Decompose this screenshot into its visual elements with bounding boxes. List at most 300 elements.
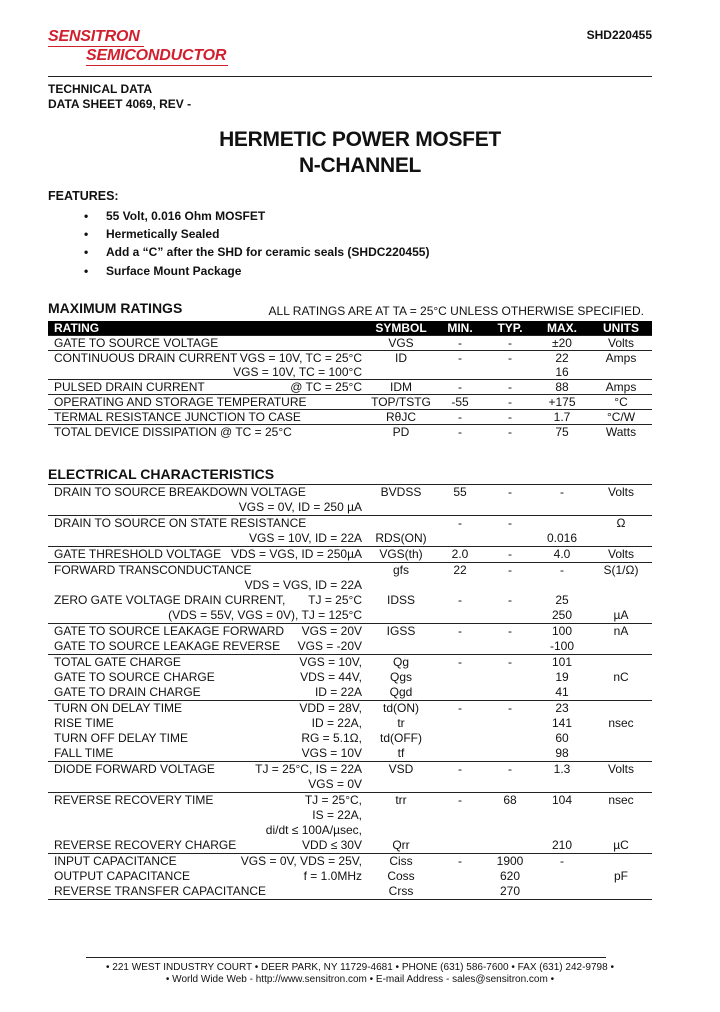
test-condition: VGS = 0V, VDS = 25V,: [240, 854, 362, 868]
cell-typ: -: [486, 563, 534, 579]
parameter-cell: [48, 854, 368, 870]
table-row: [48, 685, 652, 701]
cell-units: [590, 884, 652, 900]
parameter-cell: [48, 670, 368, 685]
cell-symbol: IGSS: [368, 624, 434, 640]
cell-max: 1.7: [534, 410, 590, 425]
table-row: [48, 380, 652, 395]
parameter-label: REVERSE RECOVERY CHARGE: [54, 838, 237, 852]
cell-units: µC: [613, 838, 629, 852]
cell-units: Amps: [590, 380, 652, 395]
cell-max: 1.3: [534, 762, 590, 778]
cell-units: Volts: [590, 762, 652, 778]
table-row: [48, 823, 652, 838]
cell-units: [590, 685, 652, 701]
electrical-body: [48, 485, 652, 900]
cell-max: -100: [549, 639, 575, 653]
cell-min: -: [458, 593, 462, 607]
cell-symbol: IDSS: [386, 593, 415, 607]
cell-units: °C: [590, 395, 652, 410]
cell-units: [590, 777, 652, 793]
cell-typ: [486, 838, 534, 854]
table-row: [48, 485, 652, 501]
cell-symbol: td(OFF): [380, 731, 422, 745]
cell-typ: [486, 808, 534, 823]
cell-max: 141: [551, 716, 573, 730]
cell-max: [534, 808, 590, 823]
test-condition: di/dt ≤ 100A/µsec,: [265, 823, 362, 837]
rating-cell: [48, 336, 368, 351]
cell-min: [434, 670, 486, 685]
cell-units: Volts: [590, 485, 652, 501]
rating-label: TERMAL RESISTANCE JUNCTION TO CASE: [54, 410, 301, 424]
cell-max: -: [534, 485, 590, 501]
table-row: [48, 746, 652, 762]
cell-typ: -: [486, 701, 534, 717]
parameter-cell: [48, 762, 368, 778]
test-condition: TJ = 25°C, IS = 22A: [255, 762, 362, 776]
parameter-cell: [48, 516, 368, 532]
parameter-label: GATE THRESHOLD VOLTAGE: [54, 547, 222, 561]
parameter-cell: [48, 808, 368, 823]
cell-min: [434, 639, 486, 655]
cell-max: 41: [555, 685, 569, 699]
table-row: [48, 336, 652, 351]
parameter-cell: [48, 655, 368, 671]
cell-symbol: TOP/TSTG: [368, 395, 434, 410]
cell-units: [590, 578, 652, 593]
table-row: [48, 762, 652, 778]
parameter-label: DIODE FORWARD VOLTAGE: [54, 762, 215, 776]
cell-max: [534, 516, 590, 532]
cell-symbol: ID: [368, 351, 434, 366]
footer: [0, 962, 720, 986]
cell-symbol: Coss: [387, 869, 415, 883]
cell-symbol: [368, 608, 434, 624]
rating-cell: [48, 380, 368, 395]
cell-typ: [486, 365, 534, 380]
cell-min: [434, 746, 486, 762]
cell-symbol: Crss: [368, 884, 434, 900]
cell-symbol: Qgs: [389, 670, 412, 684]
table-row: [48, 608, 652, 624]
cell-symbol: [368, 578, 434, 593]
max-ratings-note: ALL RATINGS ARE AT TA = 25°C UNLESS OTHERWISE SPECIFIED.: [268, 304, 644, 318]
cell-units: [590, 655, 652, 671]
feature-item: • 55 Volt, 0.016 Ohm MOSFET: [84, 207, 429, 225]
cell-min: [434, 716, 486, 731]
cell-max: 100: [534, 624, 590, 640]
max-ratings-body: [48, 336, 652, 440]
cell-min: 22: [434, 563, 486, 579]
test-condition: f = 1.0MHz: [303, 869, 362, 883]
cell-min: -: [434, 655, 486, 671]
cell-min: -: [434, 762, 486, 778]
table-row: [48, 547, 652, 563]
cell-units: [590, 639, 652, 655]
cell-symbol: td(ON): [368, 701, 434, 717]
cell-max: [534, 578, 590, 593]
cell-symbol: [368, 823, 434, 838]
parameter-label: GATE TO SOURCE CHARGE: [54, 670, 215, 684]
parameter-label: REVERSE RECOVERY TIME: [54, 793, 214, 807]
cell-max: 101: [534, 655, 590, 671]
table-row: [48, 425, 652, 440]
features-heading: FEATURES:: [48, 189, 119, 203]
cell-typ: [486, 777, 534, 793]
col-typ: TYP.: [486, 321, 534, 336]
cell-typ: -: [486, 380, 534, 395]
cell-min: -: [434, 854, 486, 870]
feature-item: • Hermetically Sealed: [84, 225, 429, 243]
parameter-label: RISE TIME: [54, 716, 114, 730]
cell-max: 4.0: [534, 547, 590, 563]
cell-symbol: [368, 777, 434, 793]
cell-units: µA: [613, 608, 629, 622]
cell-min: -: [434, 793, 486, 809]
cell-min: [434, 777, 486, 793]
parameter-label: TURN ON DELAY TIME: [54, 701, 183, 715]
cell-symbol: Qrr: [392, 838, 410, 852]
rating-cell: [48, 410, 368, 425]
rating-label: OPERATING AND STORAGE TEMPERATURE: [54, 395, 307, 409]
cell-min: -: [434, 624, 486, 640]
rating-cell: [48, 395, 368, 410]
cell-typ: [486, 608, 534, 624]
cell-units: Volts: [590, 547, 652, 563]
cell-min: -: [434, 516, 486, 532]
test-condition: VGS = 0V: [308, 777, 362, 791]
table-row: [48, 410, 652, 425]
parameter-cell: [48, 639, 368, 655]
test-condition: IS = 22A,: [312, 808, 362, 822]
test-condition: TJ = 25°C,: [304, 793, 362, 807]
cell-max: [534, 823, 590, 838]
cell-typ: [486, 823, 534, 838]
test-condition: TJ = 25°C: [308, 593, 362, 607]
cell-max: 23: [534, 701, 590, 717]
title-line1: HERMETIC POWER MOSFET: [219, 128, 501, 151]
cell-symbol: [368, 516, 434, 532]
parameter-label: GATE TO SOURCE LEAKAGE FORWARD: [54, 624, 285, 638]
table-row: [48, 624, 652, 640]
title-line2: N-CHANNEL: [298, 154, 422, 177]
table-row: [48, 516, 652, 532]
cell-typ: [486, 531, 534, 547]
parameter-label: TOTAL GATE CHARGE: [54, 655, 181, 669]
cell-units: Amps: [590, 351, 652, 366]
parameter-cell: [48, 593, 368, 608]
footer-web: • World Wide Web - http://www.sensitron.com • E-mail Address - sales@sensitron.com •: [165, 974, 555, 985]
cell-max: [534, 869, 590, 884]
parameter-cell: [48, 563, 368, 579]
cell-units: [590, 365, 652, 380]
cell-typ: 620: [499, 869, 521, 883]
cell-units: [590, 808, 652, 823]
max-ratings-table: [48, 321, 652, 439]
test-condition: VGS = 10V,: [299, 655, 362, 669]
page-title: [0, 127, 720, 179]
cell-typ: -: [486, 762, 534, 778]
cell-max: 19: [555, 670, 569, 684]
table-row: [48, 701, 652, 717]
cell-min: [434, 608, 486, 624]
cell-min: -: [434, 410, 486, 425]
cell-symbol: VSD: [368, 762, 434, 778]
parameter-cell: [48, 608, 368, 624]
parameter-label: FORWARD TRANSCONDUCTANCE: [54, 563, 252, 577]
cell-typ: [486, 746, 534, 762]
cell-min: -: [434, 701, 486, 717]
cell-min: [434, 823, 486, 838]
parameter-cell: [48, 793, 368, 809]
cell-typ: -: [486, 395, 534, 410]
test-condition: VDD = 28V,: [299, 701, 362, 715]
cell-typ: -: [486, 336, 534, 351]
logo-line1: SENSITRON: [48, 28, 144, 47]
table-row: [48, 777, 652, 793]
parameter-label: GATE TO DRAIN CHARGE: [54, 685, 201, 699]
parameter-cell: [48, 777, 368, 793]
cell-min: 55: [434, 485, 486, 501]
test-condition: RG = 5.1Ω,: [301, 731, 362, 745]
cell-units: [590, 746, 652, 762]
cell-units: nA: [590, 624, 652, 640]
parameter-cell: [48, 578, 368, 593]
cell-typ: -: [486, 485, 534, 501]
rating-label: CONTINUOUS DRAIN CURRENT: [54, 351, 238, 365]
cell-max: 75: [534, 425, 590, 440]
cell-min: [434, 869, 486, 884]
cell-min: -: [434, 351, 486, 366]
table-row: [48, 808, 652, 823]
table-row: [48, 731, 652, 746]
rating-condition: @ TC = 25°C: [290, 380, 362, 394]
cell-symbol: [368, 639, 434, 655]
test-condition: ID = 22A,: [311, 716, 362, 730]
cell-symbol: [368, 500, 434, 516]
cell-units: Volts: [590, 336, 652, 351]
parameter-cell: [48, 531, 368, 547]
cell-min: [434, 578, 486, 593]
technical-data-block: [48, 82, 191, 112]
cell-max: +175: [534, 395, 590, 410]
table-row: [48, 655, 652, 671]
cell-typ: -: [486, 624, 534, 640]
electrical-heading: ELECTRICAL CHARACTERISTICS: [48, 466, 275, 482]
parameter-cell: [48, 823, 368, 838]
cell-min: [434, 365, 486, 380]
cell-min: [434, 808, 486, 823]
test-condition: VGS = 20V: [301, 624, 362, 638]
test-condition: ID = 22A: [314, 685, 362, 699]
cell-units: [590, 500, 652, 516]
cell-min: -55: [434, 395, 486, 410]
cell-symbol: IDM: [368, 380, 434, 395]
cell-units: pF: [613, 869, 628, 883]
cell-symbol: VGS(th): [368, 547, 434, 563]
test-condition: VGS = -20V: [297, 639, 362, 653]
cell-units: [590, 701, 652, 717]
rating-label: GATE TO SOURCE VOLTAGE: [54, 336, 219, 350]
cell-max: 98: [555, 746, 569, 760]
cell-units: [590, 823, 652, 838]
test-condition: (VDS = 55V, VGS = 0V), TJ = 125°C: [168, 608, 362, 622]
parameter-cell: [48, 624, 368, 640]
rating-condition: VGS = 10V, TC = 25°C: [239, 351, 362, 365]
logo-line2: SEMICONDUCTOR: [86, 47, 227, 64]
cell-symbol: Qg: [368, 655, 434, 671]
parameter-label: GATE TO SOURCE LEAKAGE REVERSE: [54, 639, 281, 653]
cell-typ: [486, 639, 534, 655]
parameter-label: FALL TIME: [54, 746, 114, 760]
cell-max: 22: [534, 351, 590, 366]
col-symbol: SYMBOL: [368, 321, 434, 336]
parameter-cell: [48, 869, 368, 884]
parameter-label: DRAIN TO SOURCE BREAKDOWN VOLTAGE: [54, 485, 306, 499]
cell-typ: -: [486, 425, 534, 440]
table-row: [48, 670, 652, 685]
cell-min: [434, 884, 486, 900]
cell-min: [434, 731, 486, 746]
feature-item: • Surface Mount Package: [84, 262, 429, 280]
cell-symbol: PD: [368, 425, 434, 440]
table-row: [48, 593, 652, 608]
parameter-cell: [48, 685, 368, 701]
cell-max: 16: [555, 365, 569, 379]
cell-max: -: [534, 563, 590, 579]
test-condition: VGS = 10V: [301, 746, 362, 760]
cell-units: nsec: [608, 716, 634, 730]
table-row: [48, 563, 652, 579]
parameter-cell: [48, 701, 368, 717]
cell-units: [590, 531, 652, 547]
cell-min: -: [434, 380, 486, 395]
electrical-table: [48, 484, 652, 900]
cell-min: [434, 838, 486, 854]
cell-units: nC: [613, 670, 629, 684]
test-condition: VGS = 0V, ID = 250 µA: [238, 500, 362, 514]
table-row: [48, 884, 652, 900]
rating-label: PULSED DRAIN CURRENT: [54, 380, 205, 394]
cell-typ: -: [486, 655, 534, 671]
table-row: [48, 716, 652, 731]
table-row: [48, 365, 652, 380]
cell-symbol: Qgd: [389, 685, 413, 699]
cell-symbol: Ciss: [368, 854, 434, 870]
cell-units: [590, 593, 652, 608]
cell-max: 60: [555, 731, 569, 745]
test-condition: VGS = 10V, ID = 22A: [249, 531, 362, 545]
header-divider: [48, 76, 652, 77]
test-condition: VDD ≤ 30V: [302, 838, 362, 852]
table-row: [48, 793, 652, 809]
table-row: [48, 838, 652, 854]
feature-item: • Add a “C” after the SHD for ceramic seals (SHDC220455): [84, 243, 429, 261]
cell-typ: -: [486, 547, 534, 563]
cell-symbol: [368, 365, 434, 380]
cell-typ: [486, 500, 534, 516]
company-logo: [48, 28, 228, 66]
max-ratings-header-row: [48, 321, 652, 336]
parameter-cell: [48, 500, 368, 516]
parameter-label: REVERSE TRANSFER CAPACITANCE: [54, 884, 267, 898]
cell-units: Watts: [590, 425, 652, 440]
cell-typ: [486, 716, 534, 731]
cell-min: 2.0: [434, 547, 486, 563]
parameter-cell: [48, 731, 368, 746]
part-number: SHD220455: [586, 28, 652, 42]
cell-max: [534, 500, 590, 516]
cell-units: Ω: [590, 516, 652, 532]
parameter-cell: [48, 485, 368, 501]
cell-max: 88: [534, 380, 590, 395]
table-row: [48, 531, 652, 547]
cell-typ: -: [486, 351, 534, 366]
cell-max: 0.016: [546, 531, 578, 545]
cell-max: 25: [555, 593, 569, 607]
cell-typ: 1900: [486, 854, 534, 870]
cell-symbol: gfs: [368, 563, 434, 579]
rating-cell: [48, 365, 368, 380]
cell-min: -: [434, 425, 486, 440]
col-units: UNITS: [590, 321, 652, 336]
parameter-label: DRAIN TO SOURCE ON STATE RESISTANCE: [54, 516, 307, 530]
cell-symbol: tr: [397, 716, 405, 730]
cell-typ: [486, 731, 534, 746]
table-row: [48, 500, 652, 516]
col-max: MAX.: [534, 321, 590, 336]
rating-cell: [48, 425, 368, 440]
cell-symbol: [368, 808, 434, 823]
cell-min: [434, 500, 486, 516]
cell-min: [434, 531, 486, 547]
cell-typ: 270: [486, 884, 534, 900]
footer-address: • 221 WEST INDUSTRY COURT • DEER PARK, NY 11729-4681 • PHONE (631) 586-7600 • FAX (631) 242-9798 •: [106, 962, 614, 973]
cell-max: 210: [551, 838, 573, 852]
parameter-cell: [48, 746, 368, 762]
max-ratings-heading: MAXIMUM RATINGS: [48, 300, 183, 316]
cell-typ: [486, 578, 534, 593]
table-row: [48, 578, 652, 593]
test-condition: VDS = VGS, ID = 250µA: [231, 547, 362, 561]
cell-units: °C/W: [590, 410, 652, 425]
parameter-label: OUTPUT CAPACITANCE: [54, 869, 191, 883]
cell-max: 250: [551, 608, 573, 622]
cell-max: ±20: [534, 336, 590, 351]
technical-data-label: TECHNICAL DATA: [48, 82, 152, 96]
parameter-label: TURN OFF DELAY TIME: [54, 731, 189, 745]
features-list: [84, 207, 429, 280]
table-row: [48, 395, 652, 410]
cell-max: [534, 884, 590, 900]
cell-typ: -: [486, 516, 534, 532]
cell-min: [434, 685, 486, 701]
parameter-label: ZERO GATE VOLTAGE DRAIN CURRENT,: [54, 593, 286, 607]
cell-typ: [486, 670, 534, 685]
cell-max: -: [534, 854, 590, 870]
cell-typ: -: [508, 593, 512, 607]
table-row: [48, 639, 652, 655]
cell-typ: [486, 685, 534, 701]
datasheet-number: DATA SHEET 4069, REV -: [48, 97, 192, 111]
parameter-label: INPUT CAPACITANCE: [54, 854, 177, 868]
parameter-cell: [48, 884, 368, 900]
cell-units: [590, 731, 652, 746]
cell-max: 104: [534, 793, 590, 809]
cell-symbol: VGS: [368, 336, 434, 351]
cell-units: nsec: [590, 793, 652, 809]
